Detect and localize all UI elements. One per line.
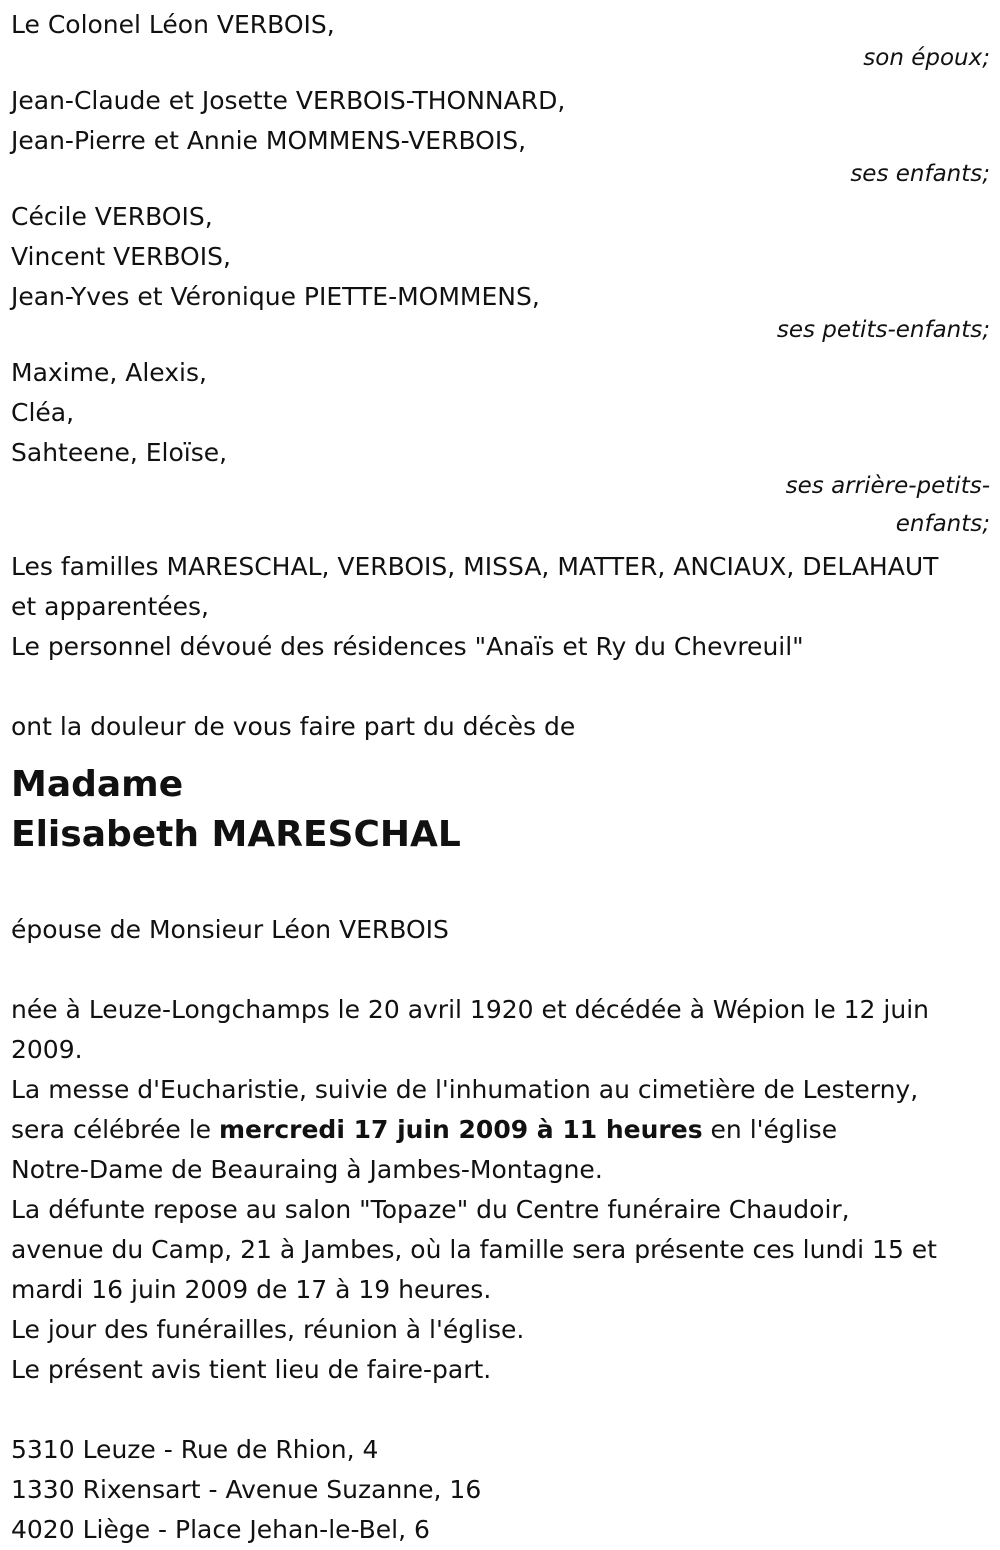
notice-line: Le présent avis tient lieu de faire-part. <box>11 1355 492 1384</box>
staff-line: Le personnel dévoué des résidences "Anaïs et Ry du Chevreuil" <box>11 632 804 661</box>
birth-death-line: née à Leuze-Longchamps le 20 avril 1920 et décédée à Wépion le 12 juin <box>11 995 929 1024</box>
birth-death-line: 2009. <box>11 1035 83 1064</box>
details-block <box>11 990 990 1390</box>
role-great-grandchildren-line1: ses arrière-petits- <box>785 473 990 499</box>
role-children: ses enfants; <box>850 161 990 187</box>
role-great-grandchildren-line2: enfants; <box>895 511 990 537</box>
great-grandchild-name: Cléa, <box>11 398 75 427</box>
deceased-title: Madame <box>11 764 184 805</box>
mass-line: Notre-Dame de Beauraing à Jambes-Montagne. <box>11 1155 603 1184</box>
rest-line: mardi 16 juin 2009 de 17 à 19 heures. <box>11 1275 492 1304</box>
address-line: 1330 Rixensart - Avenue Suzanne, 16 <box>11 1475 482 1504</box>
grandchild-name: Cécile VERBOIS, <box>11 202 213 231</box>
grandchild-name: Jean-Yves et Véronique PIETTE-MOMMENS, <box>11 282 540 311</box>
role-grandchildren: ses petits-enfants; <box>776 317 990 343</box>
mass-text: sera célébrée le <box>11 1115 219 1144</box>
grandchildren-group <box>11 197 990 349</box>
spacer <box>11 1390 990 1430</box>
spacer <box>11 950 990 990</box>
spouse-of-line: épouse de Monsieur Léon VERBOIS <box>11 915 449 944</box>
rest-line: avenue du Camp, 21 à Jambes, où la famille sera présente ces lundi 15 et <box>11 1235 937 1264</box>
address-line: 5310 Leuze - Rue de Rhion, 4 <box>11 1435 379 1464</box>
mass-text: en l'église <box>702 1115 838 1144</box>
great-grandchildren-group <box>11 353 990 543</box>
great-grandchild-name: Maxime, Alexis, <box>11 358 207 387</box>
child-name: Jean-Claude et Josette VERBOIS-THONNARD, <box>11 86 566 115</box>
role-spouse: son époux; <box>863 45 990 71</box>
mass-date-time: mercredi 17 juin 2009 à 11 heures <box>218 1115 703 1144</box>
families-line: Les familles MARESCHAL, VERBOIS, MISSA, MATTER, ANCIAUX, DELAHAUT <box>11 552 939 581</box>
families-group <box>11 547 990 667</box>
meeting-line: Le jour des funérailles, réunion à l'église. <box>11 1315 525 1344</box>
child-name: Jean-Pierre et Annie MOMMENS-VERBOIS, <box>11 126 527 155</box>
address-line: 4020 Liège - Place Jehan-le-Bel, 6 <box>11 1515 430 1544</box>
spacer <box>11 870 990 910</box>
children-group <box>11 81 990 193</box>
spouse-name: Le Colonel Léon VERBOIS, <box>11 10 335 39</box>
role-great-grandchildren <box>11 467 990 543</box>
deceased-name-block <box>11 760 990 860</box>
rest-line: La défunte repose au salon "Topaze" du Centre funéraire Chaudoir, <box>11 1195 850 1224</box>
families-line: et apparentées, <box>11 592 209 621</box>
deceased-name: Elisabeth MARESCHAL <box>11 814 461 855</box>
mass-line: La messe d'Eucharistie, suivie de l'inhumation au cimetière de Lesterny, <box>11 1075 919 1104</box>
great-grandchild-name: Sahteene, Eloïse, <box>11 438 228 467</box>
announcement-text: ont la douleur de vous faire part du décès de <box>11 712 576 741</box>
spouse-group <box>11 5 990 77</box>
grandchild-name: Vincent VERBOIS, <box>11 242 231 271</box>
mass-line <box>11 1110 990 1150</box>
spacer <box>11 667 990 707</box>
addresses-block <box>11 1430 990 1550</box>
